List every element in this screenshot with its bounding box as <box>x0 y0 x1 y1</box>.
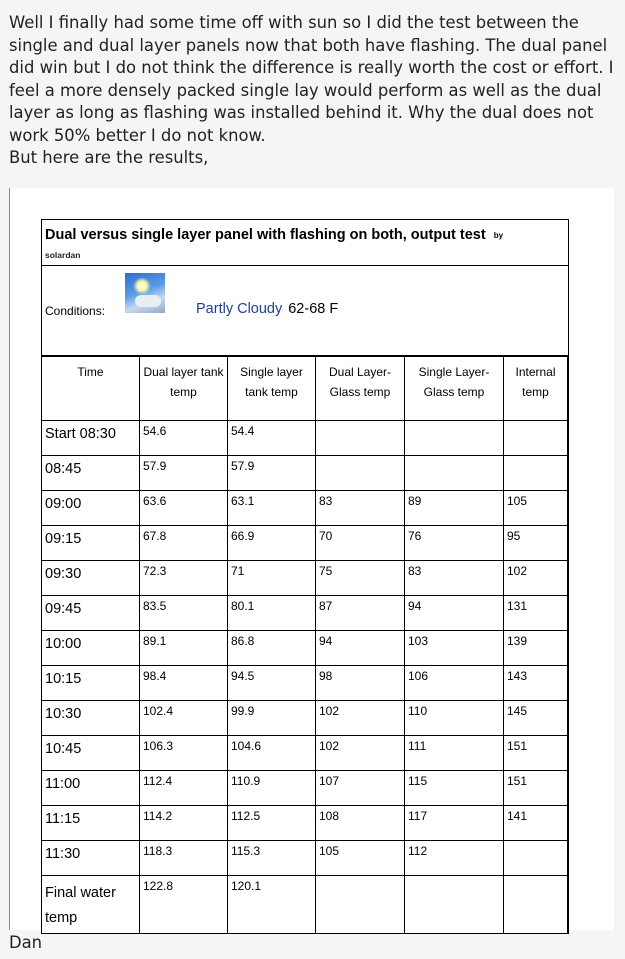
cell-time: 09:00 <box>42 491 140 526</box>
table-row <box>42 596 568 631</box>
table-body <box>42 421 568 934</box>
cell-single-tank: 99.9 <box>228 701 316 736</box>
cell-internal: 151 <box>504 771 568 806</box>
cell-dual-tank: 102.4 <box>140 701 228 736</box>
cell-dual-glass: 75 <box>316 561 405 596</box>
table-row <box>42 666 568 701</box>
cell-single-glass: 111 <box>405 736 504 771</box>
header-dual-tank: Dual layer tank temp <box>140 357 228 421</box>
table-row <box>42 736 568 771</box>
cell-dual-tank: 57.9 <box>140 456 228 491</box>
table-row <box>42 526 568 561</box>
cell-single-tank: 71 <box>228 561 316 596</box>
conditions-value <box>196 301 338 317</box>
header-time: Time <box>42 357 140 421</box>
cell-single-tank: 54.4 <box>228 421 316 456</box>
table-row <box>42 771 568 806</box>
cell-dual-tank: 54.6 <box>140 421 228 456</box>
cell-dual-tank: 122.8 <box>140 876 228 934</box>
cell-single-glass: 112 <box>405 841 504 876</box>
table-row <box>42 701 568 736</box>
cell-time: 11:00 <box>42 771 140 806</box>
cell-dual-glass: 83 <box>316 491 405 526</box>
cell-dual-tank: 67.8 <box>140 526 228 561</box>
cell-single-tank: 120.1 <box>228 876 316 934</box>
cell-dual-glass <box>316 421 405 456</box>
cell-single-tank: 115.3 <box>228 841 316 876</box>
sun-icon <box>133 277 151 295</box>
cell-internal <box>504 841 568 876</box>
cell-internal: 151 <box>504 736 568 771</box>
conditions-weather: Partly Cloudy <box>196 301 283 317</box>
cell-time: Start 08:30 <box>42 421 140 456</box>
partly-cloudy-icon <box>125 273 165 313</box>
cell-single-tank: 86.8 <box>228 631 316 666</box>
cell-internal: 139 <box>504 631 568 666</box>
cell-single-tank: 63.1 <box>228 491 316 526</box>
cell-dual-tank: 106.3 <box>140 736 228 771</box>
cell-internal: 145 <box>504 701 568 736</box>
results-image <box>9 188 614 930</box>
cell-single-glass: 76 <box>405 526 504 561</box>
cell-single-glass <box>405 456 504 491</box>
cell-dual-tank: 114.2 <box>140 806 228 841</box>
post-paragraph: Well I finally had some time off with sun so I did the test between the single and dual layer panels now that both have flashing. The dual panel did win but I do not think the difference is really worth the cost or effort. I feel a more densely packed single lay would perform as well as the dual layer as long as flashing was installed behind it. Why the dual does not work 50% better I do not know. <box>9 13 614 145</box>
cell-dual-glass: 107 <box>316 771 405 806</box>
cell-dual-glass: 105 <box>316 841 405 876</box>
conditions-row <box>42 266 568 356</box>
table-header-row <box>42 357 568 421</box>
cell-dual-glass: 70 <box>316 526 405 561</box>
table-row <box>42 421 568 456</box>
cell-single-tank: 80.1 <box>228 596 316 631</box>
header-internal: Internal temp <box>504 357 568 421</box>
cell-single-tank: 66.9 <box>228 526 316 561</box>
cell-internal <box>504 456 568 491</box>
cell-dual-glass <box>316 456 405 491</box>
table-row <box>42 876 568 934</box>
cell-time: 09:30 <box>42 561 140 596</box>
cell-dual-tank: 63.6 <box>140 491 228 526</box>
document-title: Dual versus single layer panel with flashing on both, output test <box>45 227 486 243</box>
cell-internal: 102 <box>504 561 568 596</box>
table-row <box>42 456 568 491</box>
table-row <box>42 631 568 666</box>
cell-single-glass: 110 <box>405 701 504 736</box>
cell-dual-tank: 118.3 <box>140 841 228 876</box>
cell-dual-glass: 94 <box>316 631 405 666</box>
conditions-label: Conditions: <box>45 304 106 318</box>
cell-dual-glass: 98 <box>316 666 405 701</box>
cell-time: 09:15 <box>42 526 140 561</box>
cell-time: 09:45 <box>42 596 140 631</box>
cell-dual-tank: 98.4 <box>140 666 228 701</box>
cell-single-glass <box>405 421 504 456</box>
conditions-temp: 62-68 F <box>288 301 339 317</box>
document-title-row <box>42 220 568 266</box>
cell-dual-tank: 83.5 <box>140 596 228 631</box>
cell-internal: 131 <box>504 596 568 631</box>
cell-single-glass <box>405 876 504 934</box>
cell-dual-tank: 72.3 <box>140 561 228 596</box>
cell-single-tank: 104.6 <box>228 736 316 771</box>
results-document <box>41 219 569 934</box>
cell-dual-glass: 108 <box>316 806 405 841</box>
header-single-tank: Single layer tank temp <box>228 357 316 421</box>
header-single-glass: Single Layer- Glass temp <box>405 357 504 421</box>
post-results-intro: But here are the results, <box>9 148 209 167</box>
cell-single-tank: 110.9 <box>228 771 316 806</box>
cell-single-tank: 112.5 <box>228 806 316 841</box>
cell-single-glass: 103 <box>405 631 504 666</box>
cell-internal: 141 <box>504 806 568 841</box>
cell-internal: 95 <box>504 526 568 561</box>
cell-single-glass: 83 <box>405 561 504 596</box>
document-author: solardan <box>45 250 81 260</box>
cell-dual-glass <box>316 876 405 934</box>
cloud-icon <box>135 295 161 307</box>
post-body <box>9 12 619 170</box>
cell-single-tank: 57.9 <box>228 456 316 491</box>
cell-time: 11:30 <box>42 841 140 876</box>
cell-time: 10:00 <box>42 631 140 666</box>
cell-single-glass: 117 <box>405 806 504 841</box>
cell-single-tank: 94.5 <box>228 666 316 701</box>
cell-dual-glass: 102 <box>316 736 405 771</box>
table-row <box>42 561 568 596</box>
cell-single-glass: 115 <box>405 771 504 806</box>
post-signature: Dan <box>9 933 43 952</box>
cell-time: 08:45 <box>42 456 140 491</box>
cell-time: 11:15 <box>42 806 140 841</box>
table-row <box>42 841 568 876</box>
document-by: by <box>493 231 504 240</box>
cell-internal: 143 <box>504 666 568 701</box>
cell-time: 10:30 <box>42 701 140 736</box>
cell-dual-tank: 112.4 <box>140 771 228 806</box>
cell-time: 10:45 <box>42 736 140 771</box>
cell-internal: 105 <box>504 491 568 526</box>
cell-single-glass: 89 <box>405 491 504 526</box>
header-dual-glass: Dual Layer- Glass temp <box>316 357 405 421</box>
cell-time: Final water temp <box>42 876 140 934</box>
cell-dual-tank: 89.1 <box>140 631 228 666</box>
cell-dual-glass: 87 <box>316 596 405 631</box>
table-row <box>42 491 568 526</box>
cell-internal <box>504 876 568 934</box>
cell-internal <box>504 421 568 456</box>
cell-time: 10:15 <box>42 666 140 701</box>
cell-dual-glass: 102 <box>316 701 405 736</box>
cell-single-glass: 106 <box>405 666 504 701</box>
table-row <box>42 806 568 841</box>
cell-single-glass: 94 <box>405 596 504 631</box>
results-table <box>41 356 568 934</box>
